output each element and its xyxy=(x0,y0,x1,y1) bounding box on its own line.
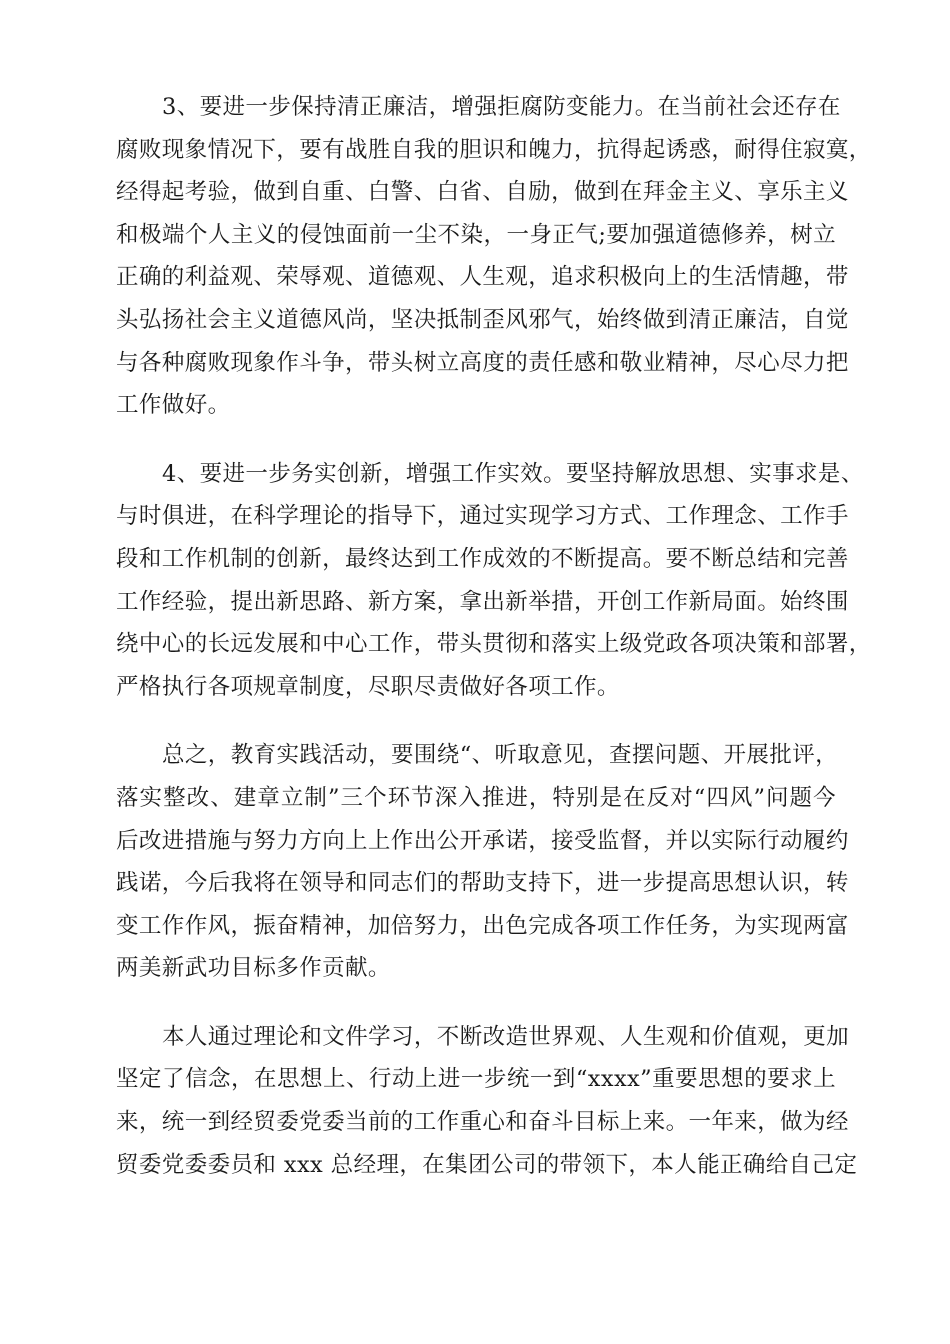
text-line: 工作做好。 xyxy=(116,392,231,419)
text-line: 头弘扬社会主义道德风尚，坚决抵制歪风邪气，始终做到清正廉洁，自觉 xyxy=(116,306,849,333)
text-line: 总之，教育实践活动，要围绕“、听取意见，查摆问题、开展批评， xyxy=(162,742,839,769)
text-line: 与时俱进，在科学理论的指导下，通过实现学习方式、工作理念、工作手 xyxy=(116,503,849,530)
text-line: 来，统一到经贸委党委当前的工作重心和奋斗目标上来。一年来，做为经 xyxy=(116,1109,849,1136)
paragraph-self-review xyxy=(116,1016,858,1186)
paragraph-3 xyxy=(116,86,872,427)
text-line: 和极端个人主义的侵蚀面前一尘不染，一身正气;要加强道德修养，树立 xyxy=(116,221,836,248)
text-line: 与各种腐败现象作斗争，带头树立高度的责任感和敬业精神，尽心尽力把 xyxy=(116,349,849,376)
text-line: 严格执行各项规章制度，尽职尽责做好各项工作。 xyxy=(116,673,620,700)
text-line: 两美新武功目标多作贡献。 xyxy=(116,955,391,982)
text-line: 绕中心的长远发展和中心工作，带头贯彻和落实上级党政各项决策和部署， xyxy=(116,631,872,658)
document-body xyxy=(116,86,872,1212)
text-line: 贸委党委委员和 xxx 总经理，在集团公司的带领下，本人能正确给自己定 xyxy=(116,1151,858,1178)
text-line: 经得起考验，做到自重、白警、白省、自励，做到在拜金主义、享乐主义 xyxy=(116,179,849,206)
text-line: 4、要进一步务实创新，增强工作实效。要坚持解放思想、实事求是、 xyxy=(162,460,864,487)
text-line: 变工作作风，振奋精神，加倍努力，出色完成各项工作任务，为实现两富 xyxy=(116,912,849,939)
text-line: 后改进措施与努力方向上上作出公开承诺，接受监督，并以实际行动履约 xyxy=(116,827,849,854)
paragraph-4 xyxy=(116,453,872,709)
text-line: 本人通过理论和文件学习，不断改造世界观、人生观和价值观，更加 xyxy=(162,1023,850,1050)
text-line: 3、要进一步保持清正廉洁，增强拒腐防变能力。在当前社会还存在 xyxy=(162,94,841,120)
text-line: 正确的利益观、荣辱观、道德观、人生观，追求积极向上的生活情趣，带 xyxy=(116,264,849,291)
text-line: 工作经验，提出新思路、新方案，拿出新举措，开创工作新局面。始终围 xyxy=(116,588,849,615)
text-line: 践诺，今后我将在领导和同志们的帮助支持下，进一步提高思想认识，转 xyxy=(116,870,849,897)
text-line: 坚定了信念，在思想上、行动上进一步统一到“xxxx”重要思想的要求上 xyxy=(116,1066,836,1093)
text-line: 段和工作机制的创新，最终达到工作成效的不断提高。要不断总结和完善 xyxy=(116,545,849,572)
paragraph-summary xyxy=(116,734,849,990)
text-line: 腐败现象情况下，要有战胜自我的胆识和魄力，抗得起诱惑，耐得住寂寞， xyxy=(116,136,872,163)
text-line: 落实整改、建章立制”三个环节深入推进，特别是在反对“四风”问题今 xyxy=(116,784,836,811)
